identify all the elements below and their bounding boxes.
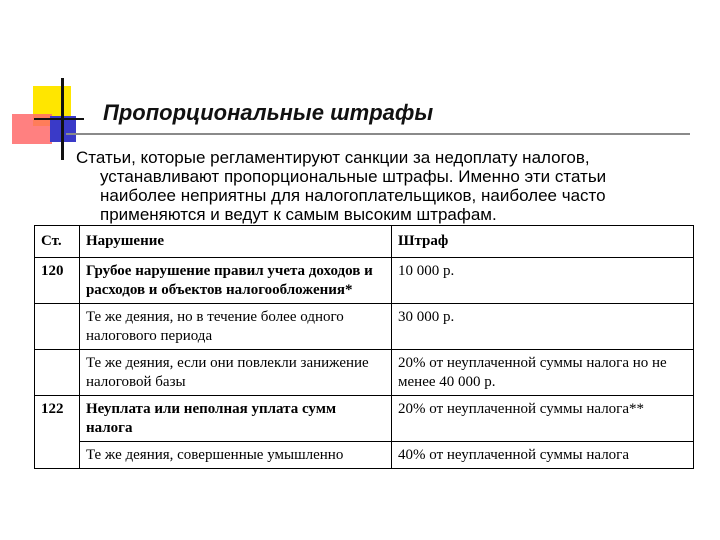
row-fine: 10 000 р. <box>392 258 694 304</box>
row-article <box>35 442 80 469</box>
row-violation: Грубое нарушение правил учета доходов и расходов и объектов налогообложения* <box>79 258 391 304</box>
slide-title: Пропорциональные штрафы <box>103 100 434 125</box>
row-violation: Неуплата или неполная уплата сумм налога <box>79 396 391 442</box>
table-row <box>35 258 694 304</box>
table-row <box>35 350 694 396</box>
header-fine: Штраф <box>392 226 694 258</box>
intro-paragraph <box>76 148 676 224</box>
intro-text: Статьи, которые регламентируют санкции за недоплату налогов, устанавливают пропорциональные штрафы. Именно эти статьи наиболее неприятны для налогоплательщиков, наиболее часто применяются и ведут к самым высоким штрафам. <box>76 148 607 224</box>
row-fine: 40% от неуплаченной суммы налога <box>392 442 694 469</box>
decor-short-horizontal-line <box>34 118 84 120</box>
row-article: 120 <box>35 258 80 304</box>
row-fine: 20% от неуплаченной суммы налога но не менее 40 000 р. <box>392 350 694 396</box>
row-article: 122 <box>35 396 80 442</box>
fines-table <box>34 225 694 469</box>
table-row <box>35 396 694 442</box>
row-article <box>35 304 80 350</box>
row-fine: 30 000 р. <box>392 304 694 350</box>
row-violation: Те же деяния, но в течение более одного налогового периода <box>79 304 391 350</box>
row-violation: Те же деяния, совершенные умышленно <box>79 442 391 469</box>
title-underline <box>66 133 690 135</box>
row-violation: Те же деяния, если они повлекли занижение налоговой базы <box>79 350 391 396</box>
table-row <box>35 304 694 350</box>
row-article <box>35 350 80 396</box>
table-row <box>35 442 694 469</box>
row-fine: 20% от неуплаченной суммы налога** <box>392 396 694 442</box>
header-article: Ст. <box>35 226 80 258</box>
header-violation: Нарушение <box>79 226 391 258</box>
table-header-row <box>35 226 694 258</box>
